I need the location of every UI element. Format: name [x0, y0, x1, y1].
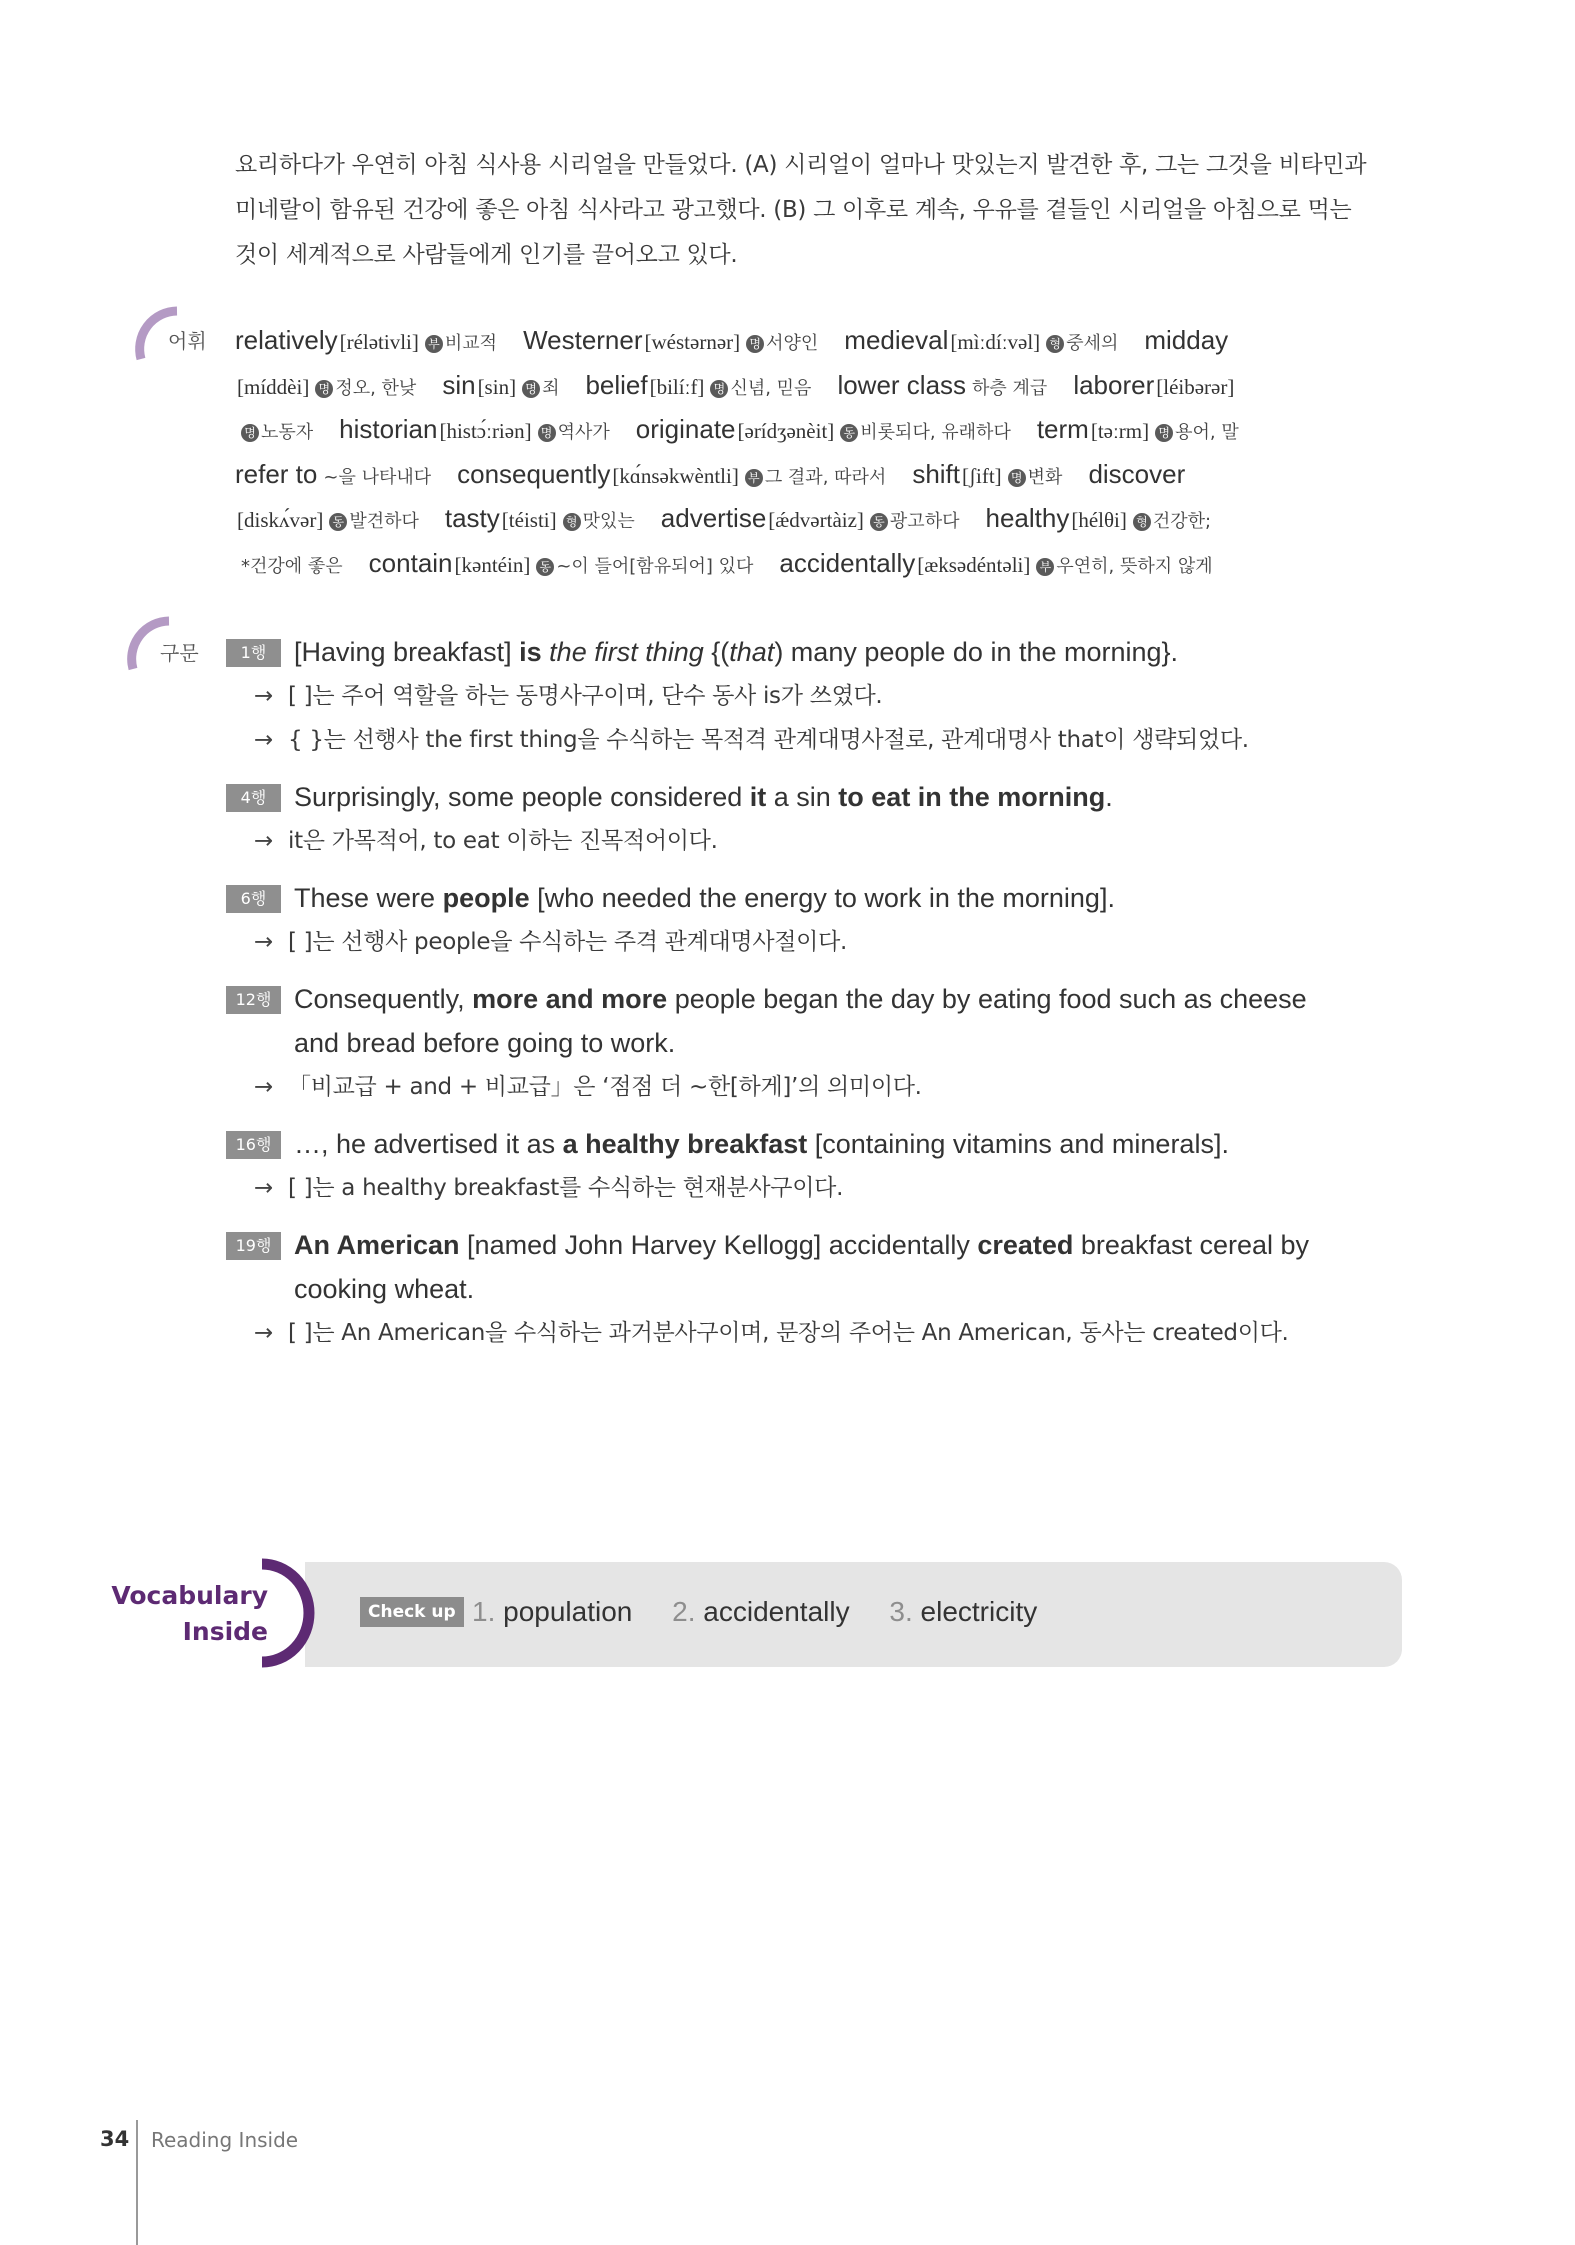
vocab-meaning-group: [563, 511, 635, 532]
vocab-item: [636, 407, 1011, 456]
part-of-speech-badge: 형: [563, 513, 581, 531]
vocab-item: [445, 496, 635, 545]
answer-item: [672, 1596, 849, 1627]
vocab-word: shift: [912, 458, 960, 489]
book-title: Reading Inside: [151, 2128, 299, 2152]
part-of-speech-badge: 동: [840, 424, 858, 442]
vocab-meaning-group: [1133, 511, 1211, 532]
vocab-word: tasty: [444, 503, 500, 533]
vocab-word: term: [1036, 414, 1089, 444]
vocab-word: discover: [1088, 458, 1186, 489]
vocab-line: [235, 407, 1415, 452]
sentence-segment: people began the day by eating food such as cheese: [667, 984, 1307, 1014]
vocab-meaning-group: [870, 511, 960, 532]
sentence-segment: breakfast cereal by: [1073, 1230, 1310, 1260]
answer-text: electricity: [920, 1596, 1038, 1627]
vocab-meaning: 정오, 한낮: [335, 377, 417, 399]
line-number-badge: 1행: [226, 639, 281, 667]
arrow-icon: →: [254, 1175, 273, 1201]
vocab-meaning-group: [745, 467, 887, 488]
vocab-meaning-group: [538, 422, 610, 443]
vocab-meaning: 우연히, 뜻하지 않게: [1056, 555, 1213, 577]
vocab-meaning: 중세의: [1066, 333, 1119, 354]
vocab-meaning: 비롯되다, 유래하다: [860, 422, 1011, 443]
vocab-meaning: 역사가: [557, 422, 610, 443]
vocab-word: laborer: [1073, 369, 1155, 400]
vocab-word: relatively: [235, 325, 338, 355]
syntax-item: [226, 1122, 1426, 1210]
vocab-meaning-group: [1046, 333, 1118, 354]
vocab-pronunciation: [ӕksədéntəli]: [917, 552, 1031, 577]
answer-text: population: [503, 1596, 633, 1627]
sentence-segment: a healthy breakfast: [562, 1129, 808, 1159]
syntax-sentence: [226, 1223, 1426, 1267]
vocab-meaning: 신념, 믿음: [730, 377, 812, 399]
vocab-word: lower class: [837, 369, 967, 400]
part-of-speech-badge: 동: [870, 513, 888, 531]
vocab-meaning: 죄: [542, 377, 560, 399]
vocab-item: [235, 364, 416, 412]
vocab-item: [985, 496, 1211, 545]
vocab-item: [844, 318, 1118, 367]
syntax-item: [226, 775, 1426, 863]
vocab-item: [1073, 363, 1234, 410]
vocab-meaning-group: [1008, 467, 1063, 488]
translation-line: 것이 세계적으로 사람들에게 인기를 끌어오고 있다.: [235, 242, 738, 268]
vocab-word: refer to: [235, 458, 318, 489]
part-of-speech-badge: 형: [1046, 335, 1064, 353]
syntax-sentence: [226, 977, 1426, 1021]
part-of-speech-badge: 명: [710, 380, 728, 398]
vocab-pronunciation: [bilíːf]: [649, 374, 705, 399]
vocab-meaning: 건강한;: [1152, 511, 1212, 532]
vocab-meaning: 그 결과, 따라서: [764, 466, 887, 488]
line-number-badge: 6행: [226, 885, 281, 913]
line-number-badge: 12행: [226, 986, 281, 1014]
vocab-pronunciation: [ərídʒənèit]: [737, 419, 835, 443]
answer-number: 2.: [672, 1596, 696, 1627]
sentence-segment: [Having breakfast]: [294, 637, 520, 667]
vocab-item: [837, 363, 1047, 412]
vocab-meaning: 서양인: [766, 333, 819, 354]
syntax-note: [226, 718, 1426, 762]
syntax-item: [226, 630, 1426, 762]
vocab-item: [235, 318, 497, 367]
part-of-speech-badge: 명: [746, 335, 764, 353]
vocab-meaning-group: [315, 378, 416, 399]
sentence-segment: Surprisingly, some people considered: [294, 782, 750, 812]
vocab-meaning-group: [710, 378, 811, 399]
syntax-sentence: [226, 876, 1426, 920]
vocab-list: [235, 318, 1415, 585]
vocab-word: accidentally: [779, 547, 916, 578]
syntax-note: [226, 674, 1426, 718]
vocab-word: midday: [1144, 325, 1229, 355]
arrow-icon: →: [254, 683, 273, 709]
vocab-item: [235, 542, 343, 590]
vocab-line: [235, 452, 1415, 497]
sentence-segment: Consequently,: [294, 984, 473, 1014]
syntax-note-text: it은 가목적어, to eat 이하는 진목적어이다.: [288, 828, 718, 854]
part-of-speech-badge: 부: [745, 469, 763, 487]
vocab-line: [235, 496, 1415, 541]
vocab-meaning: 노동자: [261, 422, 314, 443]
sentence-segment: a sin: [766, 782, 839, 812]
syntax-note-text: [ ]는 주어 역할을 하는 동명사구이며, 단수 동사 is가 쓰였다.: [288, 683, 883, 709]
part-of-speech-badge: 명: [1008, 469, 1026, 487]
sentence-segment: it: [749, 782, 767, 812]
vocab-item: [235, 497, 419, 545]
vocab-meaning: 하층 계급: [972, 377, 1048, 399]
vocab-word: originate: [635, 414, 736, 444]
footer-divider: [136, 2120, 138, 2245]
vocab-meaning-group: [241, 422, 313, 443]
syntax-sentence-continuation: cooking wheat.: [294, 1274, 475, 1304]
syntax-note: [226, 819, 1426, 863]
vocab-word: belief: [585, 369, 648, 400]
sentence-segment: ) many people do in the morning}.: [774, 637, 1179, 667]
vocab-item: [1144, 318, 1228, 364]
syntax-sentence: [226, 630, 1426, 674]
vocab-line: [235, 318, 1415, 363]
syntax-note-text: 「비교급 + and + 비교급」은 ‘점점 더 ~한[하게]’의 의미이다.: [288, 1074, 922, 1100]
sentence-segment: An American: [294, 1230, 460, 1260]
vocab-pronunciation: [ǽdvərtàiz]: [768, 508, 864, 532]
vocab-item: [912, 452, 1062, 501]
vocab-word: Westerner: [523, 325, 643, 355]
arrow-icon: →: [254, 828, 273, 854]
vocab-word: sin: [442, 369, 476, 400]
syntax-note: [226, 1166, 1426, 1210]
vocab-pronunciation: [léibərər]: [1156, 374, 1235, 399]
vocab-pronunciation: [ʃift]: [962, 463, 1002, 488]
vocab-meaning-group: [1155, 422, 1239, 443]
vocab-item: [235, 408, 313, 456]
sentence-segment: These were: [294, 883, 443, 913]
vocab-pronunciation: [histɔ́ːriən]: [439, 419, 532, 443]
vocab-meaning-group: [522, 378, 559, 399]
vocab-item: [523, 318, 818, 367]
sentence-segment: .: [1105, 782, 1113, 812]
part-of-speech-badge: 동: [329, 513, 347, 531]
syntax-item: [226, 876, 1426, 964]
vocabulary-inside-bracket-icon: [248, 1556, 318, 1670]
sentence-segment: to eat in the morning: [838, 782, 1106, 812]
vocabulary-inside-title: [100, 1578, 268, 1650]
answer-item: [889, 1596, 1037, 1627]
vocab-pronunciation: [kɑ́nsəkwèntli]: [612, 463, 739, 488]
checkup-box: [305, 1562, 1402, 1667]
syntax-note: [226, 1065, 1426, 1109]
vocab-meaning-group: [536, 556, 753, 577]
vocab-item: [235, 452, 431, 501]
vocabulary-inside-title-line2: Inside: [182, 1617, 268, 1646]
sentence-segment: is: [519, 637, 542, 667]
answer-number: 1.: [472, 1596, 496, 1627]
vocab-word: healthy: [985, 503, 1070, 533]
checkup-answers: [472, 1594, 1069, 1630]
part-of-speech-badge: 동: [536, 558, 554, 576]
vocab-item: [442, 363, 559, 412]
syntax-note: [226, 1311, 1426, 1355]
vocab-item: [369, 541, 754, 590]
part-of-speech-badge: 명: [522, 380, 540, 398]
sentence-segment: that: [729, 637, 775, 667]
sentence-segment: people: [442, 883, 530, 913]
translation-paragraph: [235, 143, 1410, 278]
translation-line: 요리하다가 우연히 아침 식사용 시리얼을 만들었다. (A) 시리얼이 얼마나 맛있는지 발견한 후, 그는 그것을 비타민과: [235, 152, 1367, 178]
sentence-segment: more and more: [472, 984, 668, 1014]
vocab-meaning-group: [425, 333, 497, 354]
arrow-icon: →: [254, 1074, 273, 1100]
vocab-item: [339, 407, 610, 456]
vocab-line: [235, 363, 1415, 408]
vocab-pronunciation: [diskʌ́vər]: [237, 508, 324, 532]
line-number-badge: 19행: [226, 1232, 281, 1260]
translation-line: 미네랄이 함유된 건강에 좋은 아침 식사라고 광고했다. (B) 그 이후로 계속, 우유를 곁들인 시리얼을 아침으로 먹는: [235, 197, 1352, 223]
vocab-pronunciation: [hélθi]: [1071, 508, 1127, 532]
sentence-segment: created: [977, 1230, 1074, 1260]
vocab-word: advertise: [660, 503, 767, 533]
vocab-pronunciation: [kəntéin]: [454, 552, 531, 577]
part-of-speech-badge: 명: [1155, 424, 1173, 442]
vocab-item: [661, 496, 960, 545]
line-number-badge: 4행: [226, 784, 281, 812]
sentence-segment: [who needed the energy to work in the morning].: [529, 883, 1115, 913]
syntax-note-text: [ ]는 선행사 people을 수식하는 주격 관계대명사절이다.: [288, 929, 848, 955]
answer-item: [472, 1596, 632, 1627]
vocab-meaning-group: [746, 333, 818, 354]
syntax-item: [226, 1223, 1426, 1355]
part-of-speech-badge: 부: [1036, 558, 1054, 576]
vocab-word: historian: [339, 414, 438, 444]
line-number-badge: 16행: [226, 1131, 281, 1159]
vocab-pronunciation: [míddèi]: [237, 374, 310, 399]
vocab-word: medieval: [844, 325, 949, 355]
part-of-speech-badge: 명: [315, 380, 333, 398]
part-of-speech-badge: 부: [425, 335, 443, 353]
vocab-meaning: 변화: [1027, 466, 1063, 488]
syntax-sentence: [226, 1122, 1426, 1166]
vocab-pronunciation: [mìːdíːvəl]: [950, 330, 1041, 354]
vocab-meaning: *건강에 좋은: [241, 555, 343, 577]
arrow-icon: →: [254, 929, 273, 955]
sentence-segment: [named John Harvey Kellogg] accidentally: [459, 1230, 978, 1260]
vocab-pronunciation: [sin]: [477, 374, 517, 399]
vocab-meaning-group: [972, 378, 1047, 399]
answer-number: 3.: [889, 1596, 913, 1627]
sentence-segment: [containing vitamins and minerals].: [807, 1129, 1229, 1159]
arrow-icon: →: [254, 727, 273, 753]
answer-text: accidentally: [703, 1596, 850, 1627]
syntax-list: [226, 630, 1426, 1368]
page-number: 34: [100, 2127, 130, 2151]
vocab-meaning: 비교적: [444, 333, 498, 354]
vocab-item: [457, 452, 886, 501]
sentence-segment: …, he advertised it as: [294, 1129, 563, 1159]
vocab-meaning-group: [1036, 556, 1212, 577]
vocab-pronunciation: [wéstərnər]: [644, 330, 741, 354]
vocab-word: consequently: [457, 458, 611, 489]
vocab-item: [1088, 452, 1185, 498]
arrow-icon: →: [254, 1320, 273, 1346]
vocab-pronunciation: [téisti]: [501, 508, 557, 532]
vocab-meaning: 맛있는: [582, 511, 635, 532]
vocabulary-inside-title-line1: Vocabulary: [111, 1581, 268, 1610]
vocab-meaning: 광고하다: [889, 511, 960, 532]
vocab-meaning: 용어, 말: [1175, 422, 1239, 443]
syntax-note-text: [ ]는 An American을 수식하는 과거분사구이며, 문장의 주어는 An American, 동사는 created이다.: [288, 1320, 1289, 1346]
syntax-note-text: [ ]는 a healthy breakfast를 수식하는 현재분사구이다.: [288, 1175, 844, 1201]
vocab-meaning-group: [840, 422, 1011, 443]
vocab-label: 어휘: [168, 329, 207, 353]
part-of-speech-badge: 명: [241, 424, 259, 442]
vocab-item: [585, 363, 811, 412]
checkup-badge: Check up: [360, 1597, 464, 1627]
vocab-item: [779, 541, 1212, 590]
part-of-speech-badge: 형: [1133, 513, 1151, 531]
vocab-pronunciation: [rélətivli]: [339, 330, 419, 354]
syntax-label: 구문: [160, 641, 199, 665]
vocab-word: contain: [368, 547, 453, 578]
vocab-meaning-group: [323, 467, 431, 488]
vocab-meaning: 발견하다: [349, 511, 419, 532]
sentence-segment: {(: [703, 637, 730, 667]
part-of-speech-badge: 명: [538, 424, 556, 442]
syntax-note-text: { }는 선행사 the first thing을 수식하는 목적격 관계대명사절로, 관계대명사 that이 생략되었다.: [288, 727, 1249, 753]
syntax-sentence-continuation: and bread before going to work.: [294, 1028, 676, 1058]
syntax-note: [226, 920, 1426, 964]
syntax-item: [226, 977, 1426, 1109]
vocab-item: [1037, 407, 1239, 456]
syntax-sentence: [226, 775, 1426, 819]
vocab-meaning-group: [329, 511, 419, 532]
vocab-meaning-group: [241, 556, 343, 577]
vocab-meaning: ~을 나타내다: [323, 466, 432, 488]
vocab-line: [235, 541, 1415, 586]
vocab-meaning: ~이 들어[함유되어] 있다: [556, 555, 754, 577]
vocab-pronunciation: [təːrm]: [1090, 419, 1150, 443]
sentence-segment: the first thing: [549, 637, 704, 667]
